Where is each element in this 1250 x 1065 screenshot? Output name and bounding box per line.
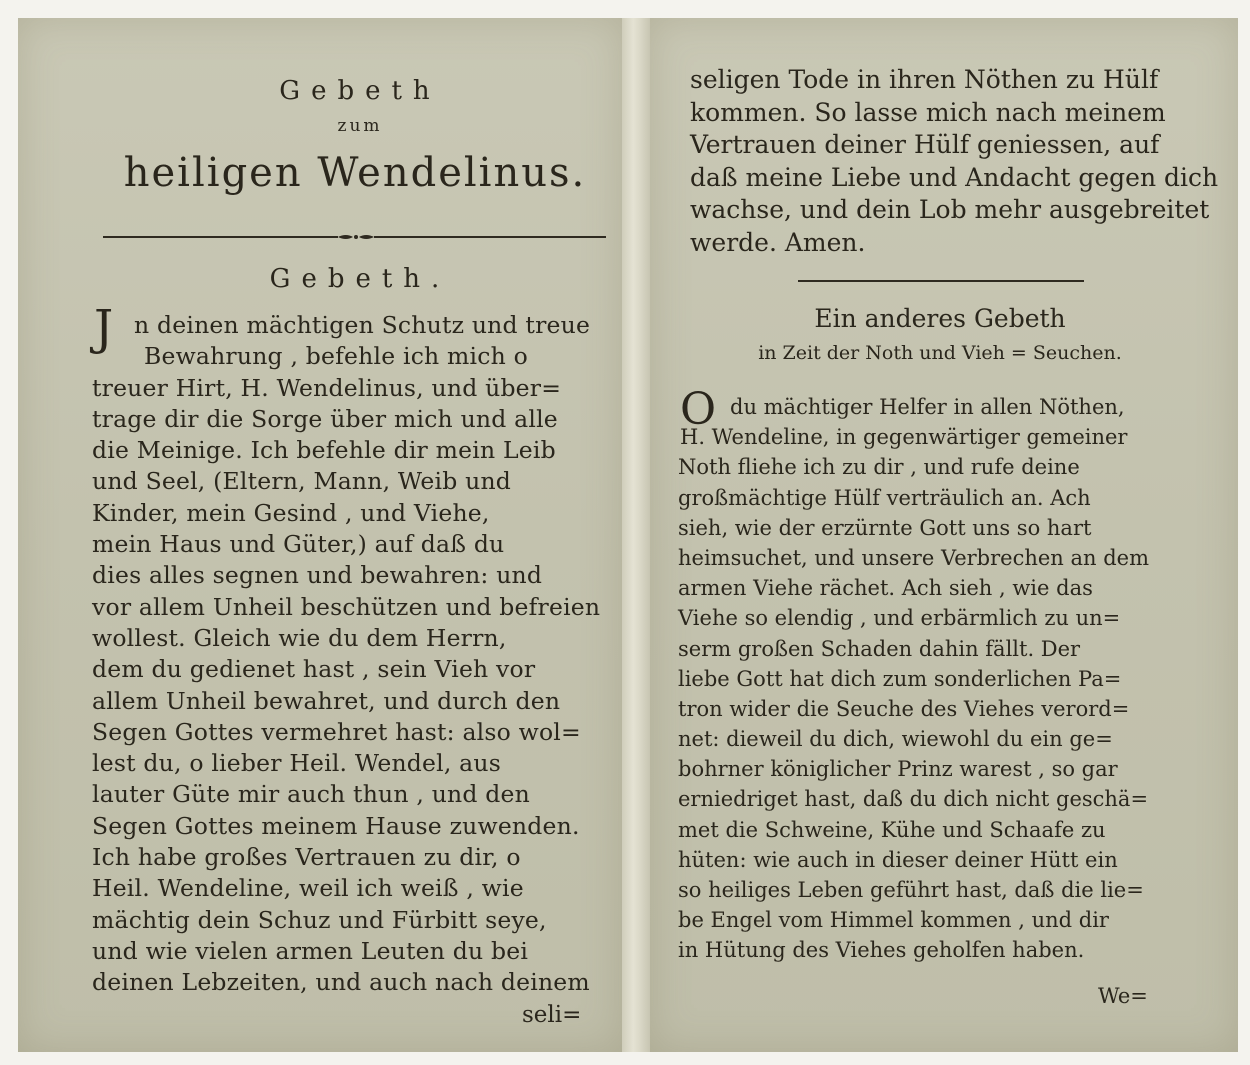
text-line: daß meine Liebe und Andacht gegen dich [690, 162, 1219, 192]
text-line: in Hütung des Viehes geholfen haben. [678, 938, 1085, 963]
text-line: allem Unheil bewahret, und durch den [92, 686, 561, 715]
text-line: liebe Gott hat dich zum sonderlichen Pa= [678, 666, 1122, 691]
text-line: lauter Güte mir auch thun , und den [92, 780, 530, 809]
section-heading: Gebeth. [269, 264, 451, 294]
text-line: heimsuchet, und unsere Verbrechen an dem [678, 545, 1149, 570]
text-line: wollest. Gleich wie du dem Herrn, [92, 623, 507, 652]
text-line: met die Schweine, Kühe und Schaafe zu [678, 817, 1106, 842]
text-line: vor allem Unheil beschützen und befreien [92, 592, 601, 621]
text-line: Noth fliehe ich zu dir , und rufe deine [678, 455, 1080, 480]
text-line: armen Viehe rächet. Ach sieh , wie das [678, 576, 1093, 601]
text-line: mächtig dein Schuz und Fürbitt seye, [92, 905, 547, 934]
text-line: serm großen Schaden dahin fällt. Der [678, 636, 1081, 661]
title-gebeth: Gebeth [279, 76, 441, 106]
text-line: H. Wendeline, in gegenwärtiger gemeiner [680, 425, 1128, 450]
text-line: deinen Lebzeiten, und auch nach deinem [92, 968, 590, 997]
text-line: erniedriget hast, daß du dich nicht geschä= [678, 787, 1149, 812]
text-line: seligen Tode in ihren Nöthen zu Hülf [690, 65, 1159, 94]
drop-cap-left: J [94, 300, 114, 356]
text-line: mein Haus und Güter,) auf daß du [92, 530, 505, 559]
text-line: dem du gedienet hast , sein Vieh vor [92, 655, 536, 684]
text-line: Kinder, mein Gesind , und Viehe, [92, 498, 490, 527]
title-zum: zum [337, 116, 383, 136]
main-title: heiligen Wendelinus. [123, 150, 587, 196]
text-line: und wie vielen armen Leuten du bei [92, 936, 529, 965]
text-line: bohrner königlicher Prinz warest , so gar [678, 757, 1118, 782]
text-line: du mächtiger Helfer in allen Nöthen, [730, 395, 1125, 419]
text-line: Viehe so elendig , und erbärmlich zu un= [678, 606, 1121, 631]
text-line: tron wider die Seuche des Viehes verord= [678, 696, 1130, 721]
text-line: be Engel vom Himmel kommen , und dir [678, 908, 1109, 933]
ornamental-rule [103, 233, 606, 241]
text-line: trage dir die Sorge über mich und alle [92, 404, 558, 433]
text-line: großmächtige Hülf verträulich an. Ach [678, 485, 1091, 510]
text-line: werde. Amen. [690, 227, 866, 257]
text-line: die Meinige. Ich befehle dir mein Leib [92, 436, 556, 465]
text-line: Segen Gottes meinem Hause zuwenden. [92, 811, 580, 840]
text-line: treuer Hirt, H. Wendelinus, und über= [92, 373, 562, 402]
text-line: dies alles segnen und bewahren: und [92, 561, 543, 590]
text-line: sieh, wie der erzürnte Gott uns so hart [678, 515, 1092, 540]
text-line: n deinen mächtigen Schutz und treue [134, 311, 591, 339]
text-line: Ich habe großes Vertrauen zu dir, o [92, 843, 521, 872]
drop-cap-right: O [680, 384, 717, 435]
text-line: net: dieweil du dich, wiewohl du ein ge= [678, 727, 1113, 752]
catchword-right: We= [1098, 984, 1148, 1008]
right-prayer-text [678, 392, 1198, 966]
text-line: so heiliges Leben geführt hast, daß die lie= [678, 878, 1144, 902]
catchword-left: seli= [522, 1002, 582, 1028]
second-prayer-subheading: in Zeit der Noth und Vieh = Seuchen. [758, 342, 1122, 364]
text-line: Heil. Wendeline, weil ich weiß , wie [92, 874, 524, 903]
text-line: lest du, o lieber Heil. Wendel, aus [92, 749, 501, 778]
text-line: kommen. So lasse mich nach meinem [690, 97, 1166, 127]
page-gutter [622, 18, 650, 1052]
right-continuation-text [690, 64, 1219, 259]
left-prayer-text [92, 310, 604, 999]
second-prayer-heading: Ein anderes Gebeth [814, 304, 1066, 333]
text-line: und Seel, (Eltern, Mann, Weib und [92, 467, 512, 496]
section-divider [798, 280, 1084, 282]
text-line: hüten: wie auch in dieser deiner Hütt ein [678, 847, 1118, 872]
text-line: Segen Gottes vermehret hast: also wol= [92, 717, 581, 746]
text-line: wachse, und dein Lob mehr ausgebreitet [690, 195, 1210, 224]
text-line: Bewahrung , befehle ich mich o [144, 342, 528, 371]
text-line: Vertrauen deiner Hülf geniessen, auf [690, 130, 1160, 159]
